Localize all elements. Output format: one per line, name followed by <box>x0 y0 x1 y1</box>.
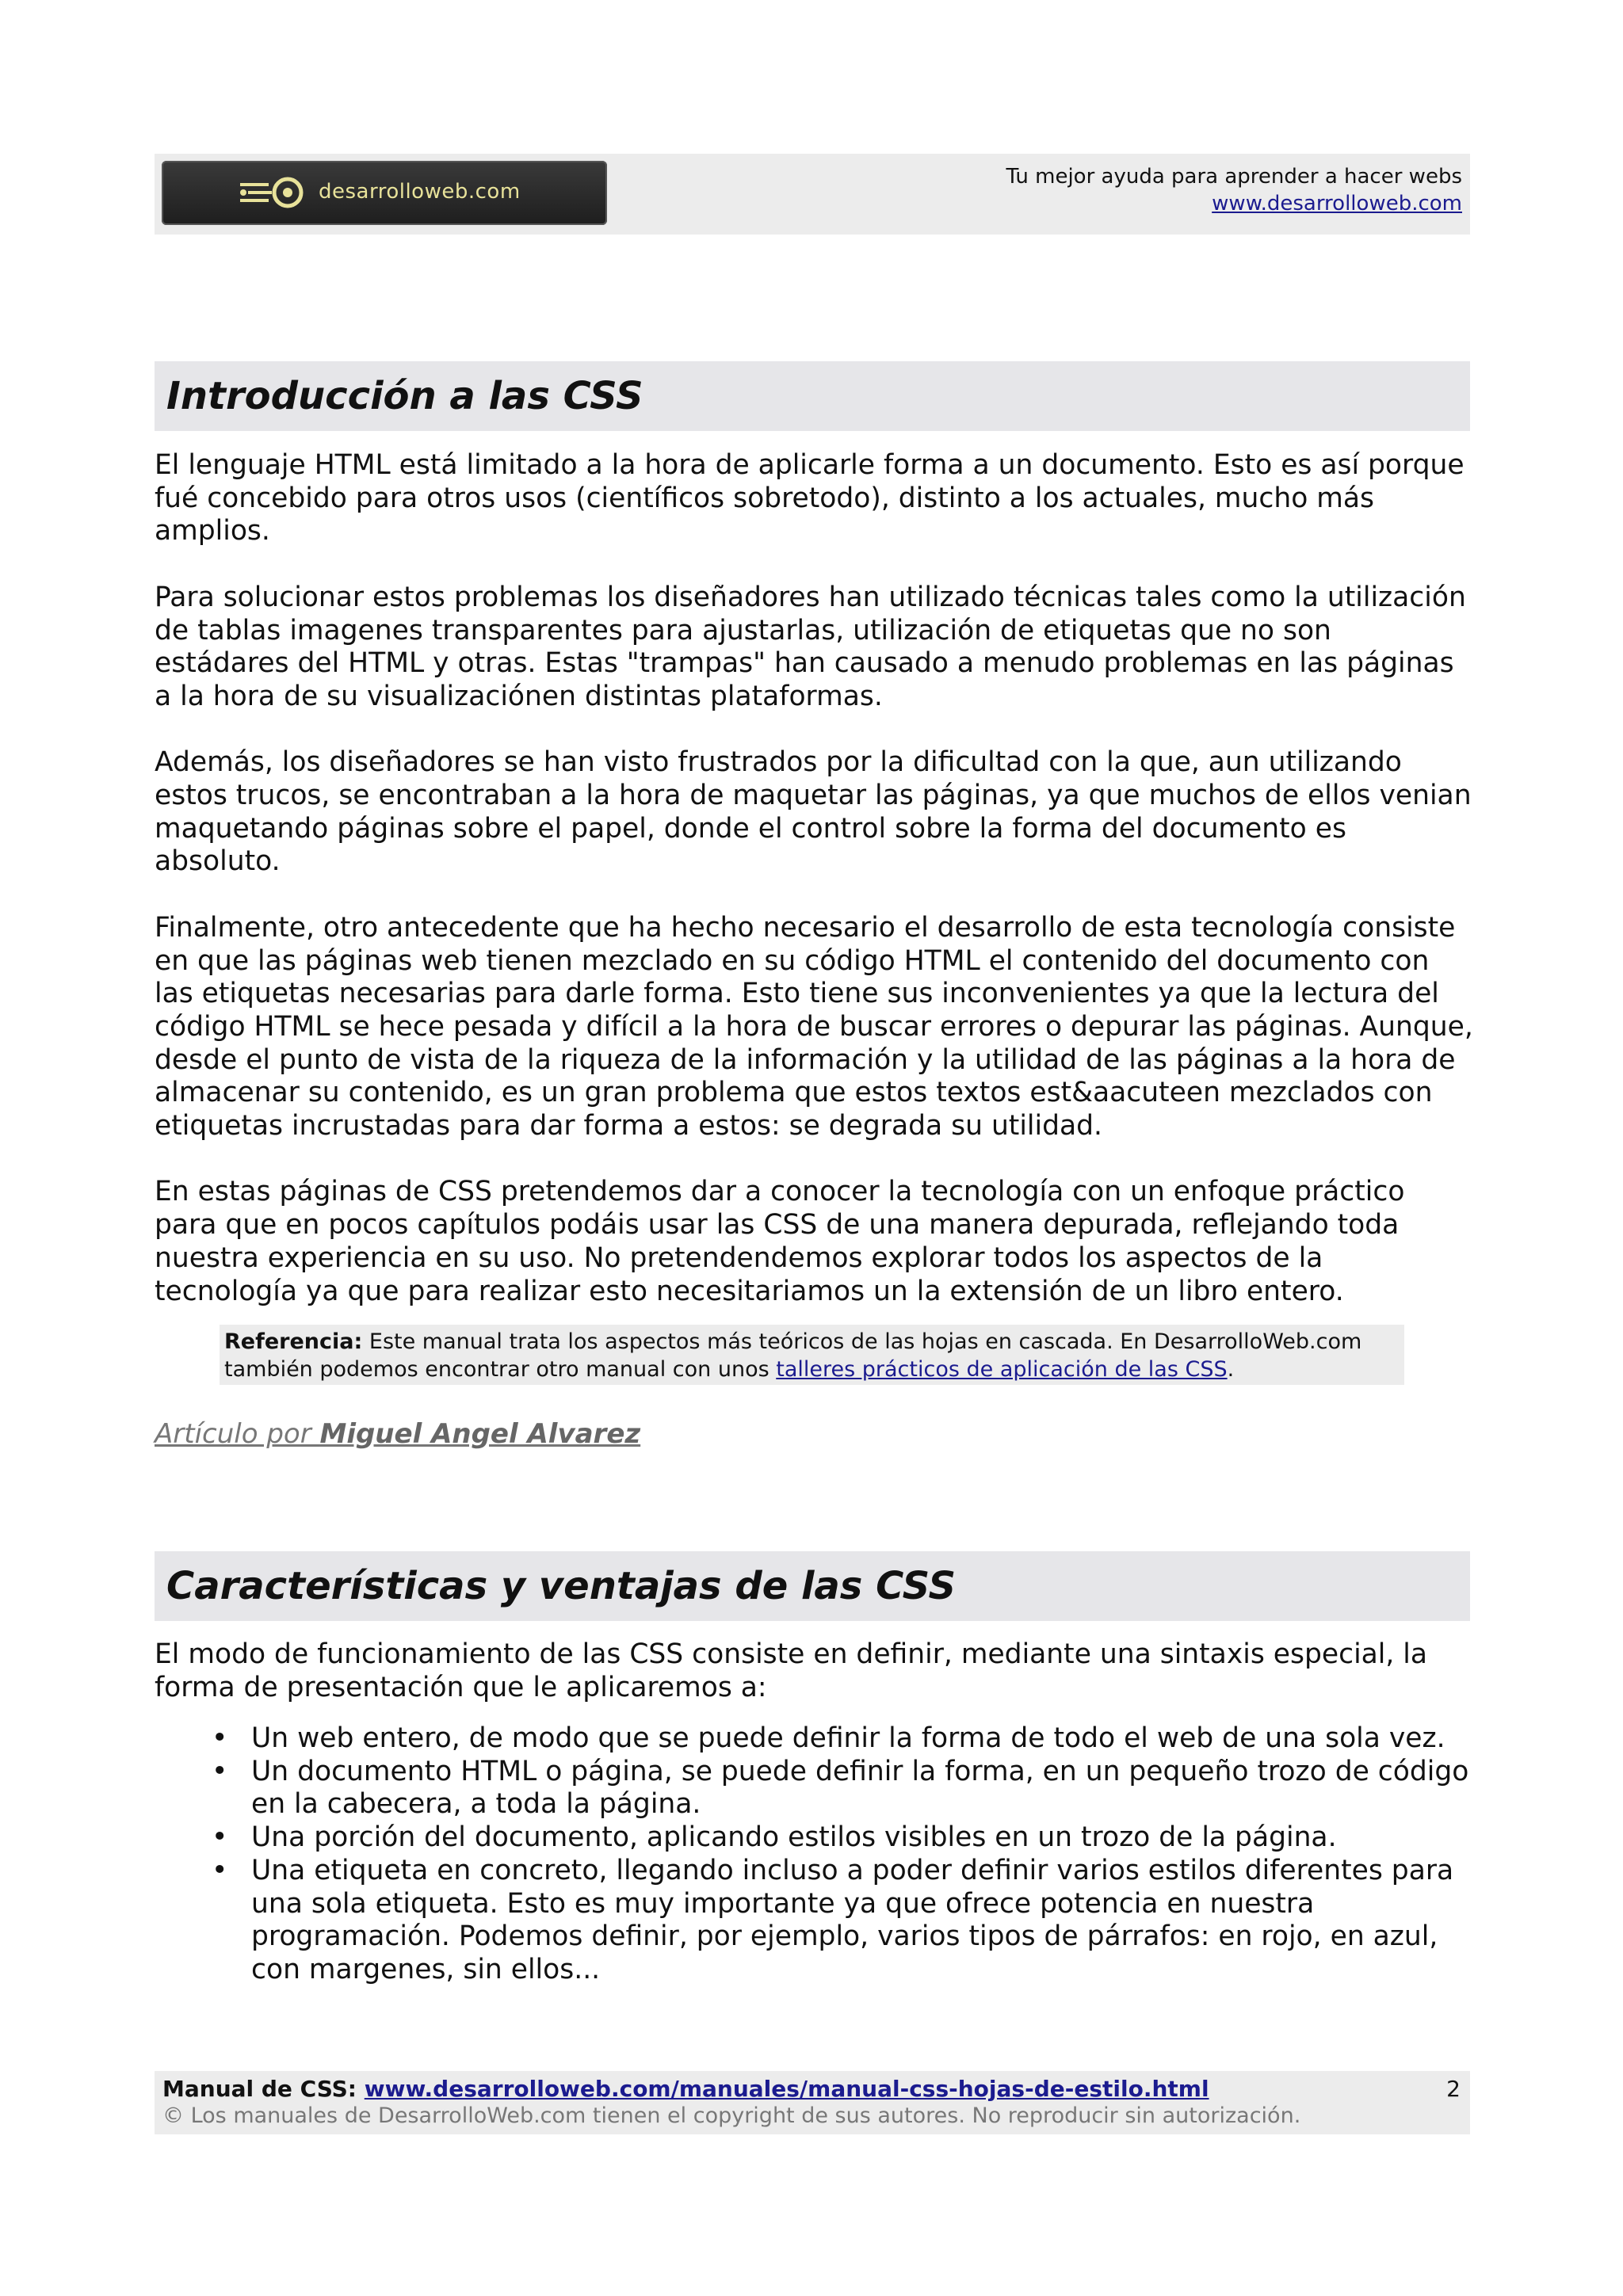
paragraph: Para solucionar estos problemas los diseñadores han utilizado técnicas tales como la utilización de tablas imagenes transparentes para ajustarlas, utilización de etiquetas que no son estádares del HTML y otras. Estas "trampas" han causado a menudo problemas en las páginas a la hora de su visualizaciónen distintas plataformas. <box>155 581 1466 712</box>
byline-prefix: Artículo por <box>155 1418 320 1450</box>
footer-manual-link[interactable]: www.desarrolloweb.com/manuales/manual-css-hojas-de-estilo.html <box>364 2076 1209 2102</box>
byline-author[interactable]: Miguel Angel Alvarez <box>319 1418 641 1450</box>
reference-link[interactable]: talleres prácticos de aplicación de las CSS <box>776 1357 1228 1382</box>
features-list <box>155 1722 1474 1987</box>
bullet-icon: • <box>212 1722 228 1754</box>
list-item-text: Una etiqueta en concreto, llegando incluso a poder definir varios estilos diferentes para una sola etiqueta. Esto es muy importante ya que ofrece potencia en nuestra programación. Podemos definir, por ejemplo, varios tipos de párrafos: en rojo, en azul, con margenes, sin ellos... <box>251 1854 1454 1985</box>
paragraph: Además, los diseñadores se han visto frustrados por la dificultad con la que, aun utilizando estos trucos, se encontraban a la hora de maquetar las páginas, ya que muchos de ellos venian maquetando páginas sobre el papel, donde el control sobre la forma del documento es absoluto. <box>155 746 1472 878</box>
article-byline[interactable] <box>155 1418 640 1450</box>
header-site-link[interactable]: www.desarrolloweb.com <box>1212 192 1462 215</box>
section-title-features: Características y ventajas de las CSS <box>155 1551 1470 1621</box>
logo-text: desarrolloweb.com <box>319 180 521 204</box>
page-number: 2 <box>1446 2076 1461 2102</box>
paragraph: El lenguaje HTML está limitado a la hora de aplicarle forma a un documento. Esto es así porque fué concebido para otros usos (científicos sobretodo), distinto a los actuales, mucho más amplios. <box>155 449 1465 547</box>
bullet-icon: • <box>212 1821 228 1854</box>
section-title-intro: Introducción a las CSS <box>155 361 1470 431</box>
paragraph: En estas páginas de CSS pretendemos dar a conocer la tecnología con un enfoque práctico para que en pocos capítulos podáis usar las CSS de una manera depurada, reflejando toda nuestra experiencia en su uso. No pretendendemos explorar todos los aspectos de la tecnología ya que para realizar esto necesitariamos un la extensión de un libro entero. <box>155 1176 1405 1307</box>
reference-label: Referencia: <box>224 1329 363 1354</box>
list-item <box>155 1821 1474 1855</box>
header-tagline <box>1006 163 1462 217</box>
page-header <box>155 154 1470 235</box>
list-item-text: Un web entero, de modo que se puede definir la forma de todo el web de una sola vez. <box>251 1722 1445 1754</box>
footer-copyright: © Los manuales de DesarrolloWeb.com tienen el copyright de sus autores. No reproducir sin autorización. <box>162 2103 1301 2128</box>
reference-box <box>220 1325 1404 1385</box>
bullet-icon: • <box>212 1854 228 1886</box>
footer-manual-label: Manual de CSS: <box>162 2076 365 2102</box>
list-item <box>155 1756 1474 1821</box>
paragraph: Finalmente, otro antecedente que ha hecho necesario el desarrollo de esta tecnología consiste en que las páginas web tienen mezclado en su código HTML el contenido del documento con las etiquetas necesarias para darle forma. Esto tiene sus inconvenientes ya que la lectura del código HTML se hece pesada y difícil a la hora de buscar errores o depurar las páginas. Aunque, desde el punto de vista de la riqueza de la información y la utilidad de las páginas a la hora de almacenar su contenido, es un gran problema que estos textos est&aacuteen mezclados con etiquetas incrustadas para dar forma a estos: se degrada su utilidad. <box>155 911 1473 1142</box>
list-item-text: Una porción del documento, aplicando estilos visibles en un trozo de la página. <box>251 1821 1337 1854</box>
tagline-text: Tu mejor ayuda para aprender a hacer webs <box>1006 165 1462 189</box>
intro-body <box>155 449 1474 1341</box>
list-item-text: Un documento HTML o página, se puede definir la forma, en un pequeño trozo de código en la cabecera, a toda la página. <box>251 1755 1469 1821</box>
page-footer <box>155 2071 1470 2134</box>
list-item <box>155 1722 1474 1756</box>
bullet-icon: • <box>212 1755 228 1787</box>
reference-end: . <box>1227 1357 1235 1382</box>
reference-text: Este manual trata los aspectos más teóricos de las hojas en cascada. En DesarrolloWeb.com también podemos encontrar otro manual con unos <box>224 1329 1362 1382</box>
list-item <box>155 1855 1474 1987</box>
logo-mark-icon <box>237 175 308 210</box>
desarrolloweb-logo[interactable] <box>162 161 607 225</box>
features-intro: El modo de funcionamiento de las CSS consiste en definir, mediante una sintaxis especial, la forma de presentación que le aplicaremos a: <box>155 1638 1428 1703</box>
